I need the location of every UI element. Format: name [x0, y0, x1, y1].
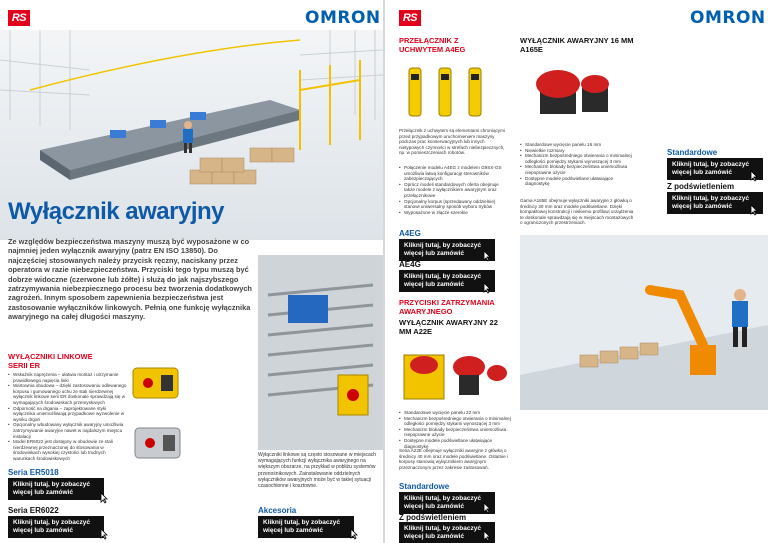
accessories-order-link[interactable]: Kliknij tutaj, by zobaczyć więcej lub zamówić — [258, 516, 354, 538]
a165e-bullet-list — [520, 142, 635, 187]
cursor-icon — [483, 282, 492, 294]
a4eg-label: A4EG — [399, 229, 421, 238]
a22e-bullet: • Dostępne modele podświetlane ułatwiające diagnostykę — [399, 438, 517, 449]
a165e-heading: WYŁĄCZNIK AWARYJNY 16 MM A165E — [520, 36, 634, 54]
rope-switch-caption: Wyłączniki linkowe są często stosowane w miejscach wymagających funkcji wyłącznika awaryjnego na większym obszarze, na przykład w pobliżu systemów przenośnikowych. Zainstalowanie oddzielnych wyłączników awaryjnych może być w takiej sytuacji czasochłonne i kosztowne. — [258, 452, 377, 490]
a165e-description: Gama A165E obejmuje wyłączniki awaryjne z główką o średnicy 30 mm oraz modele podświetlane. Dzięki kompaktowej konstrukcji i niskiemu profilowi urządzenia te doskonale sprawdzają się w miejscach montażowych o ograniczonych przestrzeniach. — [520, 198, 634, 226]
cursor-icon — [483, 530, 492, 542]
left-page — [0, 0, 383, 543]
a4eg-bullet: • Oprócz modeli standardowych oferta obejmuje także modele z wyłącznikiem awaryjnym oraz przełącznikowe — [399, 182, 507, 199]
a22e-section-heading: PRZYCISKI ZATRZYMANIA AWARYJNEGO — [399, 298, 495, 316]
cursor-icon — [750, 204, 759, 216]
cursor-icon — [483, 502, 492, 514]
cursor-icon — [100, 528, 109, 540]
a4eg-order-link[interactable]: Kliknij tutaj, by zobaczyć więcej lub zamówić — [399, 239, 495, 261]
a22e-bullet: • Mechanizm blokady bezpieczeństwa uniemożliwia niepoprawne użycie — [399, 427, 517, 438]
a4eg-bullet: • Wyposażone w złącze szerokie — [399, 210, 507, 216]
er-bullet: • Wskaźnik naprężenia – ułatwia montaż i utrzymanie prawidłowego napięcia linki — [8, 372, 128, 383]
er-bullet: • Wartownia obudowa – dzięki zastosowaniu odlewanego korpusu i gumowanego uchu ze stali nierdzewnej wyłącznik linkowe serii ER doskonale sprawdzają się w wymagających środowiskach przemysłowych — [8, 383, 128, 405]
a165e-standard-label: Standardowe — [667, 148, 718, 157]
ae4g-label: AE4G — [399, 260, 421, 269]
a165e-bullet: • Standardowe wycięcie panelu 16 mm — [520, 142, 635, 148]
a22e-illuminated-label: Z podświetleniem — [399, 513, 467, 522]
a4eg-switch-image — [399, 62, 507, 120]
series-er5018-label: Seria ER5018 — [8, 468, 59, 477]
a165e-switch-image — [520, 62, 628, 120]
cursor-icon — [750, 170, 759, 182]
a165e-bullet: • Dostępne modele podświetlane ułatwiające diagnostykę — [520, 176, 635, 187]
omron-logo: OMRON — [690, 8, 766, 28]
a22e-illuminated-order-link[interactable]: Kliknij tutaj, by zobaczyć więcej lub zamówić — [399, 522, 495, 543]
intro-paragraph: Ze względów bezpieczeństwa maszyny muszą być wyposażone w co najmniej jeden wyłącznik awaryjny (patrz EN ISO 13850). Do najczęściej stosowanych należy przycisk ręczny, naciskany przez operatora w razie niebezpieczeństwa. Przyciski tego typu muszą być dobrze widoczne (czerwone lub żółte) i służą do jak najszybszego zatrzymywania niebezpiecznego procesu bez tworzenia dodatkowych zagrożeń. Innym sposobem zapewnienia bezpieczeństwa jest zastosowanie wyłączników linkowych. Pełnią one funkcję wyłącznika awaryjnego na całej długości maszyny. — [8, 237, 252, 322]
a22e-bullet: • Mechanizm bezpośredniego otwierania o minimalnej odległości pomiędzy stykami wynoszącej 3 mm — [399, 416, 517, 427]
er-bullet: • Odporność na drgania – zaprojektowane styki wyłącznika uniemożliwiają przypadkowe wyzwolenie w wyniku drgań — [8, 406, 128, 423]
a165e-bullet: • Mechanizm blokady bezpieczeństwa uniemożliwia niepoprawne użycie — [520, 164, 635, 175]
er-section-heading: WYŁĄCZNIKI LINKOWE SERII ER — [8, 352, 93, 370]
cursor-icon — [483, 250, 492, 262]
a165e-illuminated-label: Z podświetleniem — [667, 182, 735, 191]
conveyor-photo — [258, 255, 383, 450]
rs-logo: RS — [8, 10, 30, 26]
er5018-order-link[interactable]: Kliknij tutaj, by zobaczyć więcej lub zamówić — [8, 478, 104, 500]
a4eg-heading: PRZEŁĄCZNIK Z UCHWYTEM A4EG — [399, 36, 466, 54]
a22e-switch-image — [399, 345, 509, 405]
er6022-switch-image — [130, 420, 190, 470]
a22e-standard-label: Standardowe — [399, 482, 450, 491]
a22e-description: Seria A22E obejmuje wyłączniki awaryjne z główką o średnicy 40 mm oraz modele podświetlane. Ostatnie i korpusy stanowią wyłącznikiem awaryjnym przeznaczonym przez zakresie zastosowań. — [399, 448, 509, 470]
a4eg-bullet: • Opcjonalny korpus (sprzedawany oddzielnie) stanowi uniwersalny sposób wyboru trybów — [399, 199, 507, 210]
a4eg-intro: Przełącznik z uchwytem są elementami chroniącymi przed przypadkowym uruchomieniem maszyny podczas prac konserwacyjnych lub innych nietypowych czynności w strefach niebezpiecznych, np. w pomieszczeniach robotów. — [399, 128, 505, 156]
a165e-bullet: • Niewielkie rozmiary — [520, 148, 635, 154]
a22e-heading: WYŁĄCZNIK AWARYJNY 22 MM A22E — [399, 318, 498, 336]
a4eg-bullet-list — [399, 165, 507, 215]
a165e-bullet: • Mechanizm bezpośredniego otwierania o minimalnej odległości pomiędzy stykami wynoszącej 3 mm — [520, 153, 635, 164]
er-bullet: • Model ER6022 jest dostępny w obudowie ze stali nierdzewnej przeznaczonej do stosowania w środowiskach wysokiej czystości lub trudnych warunkach środowiskowych — [8, 439, 128, 461]
a4eg-bullet: • Połączenie modelu A4EG z modelem G9SX-GS umożliwia łatwą konfigurację sterowników zabezpieczających — [399, 165, 507, 182]
a165e-illuminated-order-link[interactable]: Kliknij tutaj, by zobaczyć więcej lub zamówić — [667, 192, 763, 214]
accessories-label: Akcesoria — [258, 506, 297, 515]
a22e-bullet: • Standardowe wycięcie panelu 22 mm — [399, 410, 517, 416]
a22e-bullet-list — [399, 410, 517, 449]
right-page — [385, 0, 768, 543]
er-bullet-list — [8, 372, 128, 462]
er6022-order-link[interactable]: Kliknij tutaj, by zobaczyć więcej lub zamówić — [8, 516, 104, 538]
er-bullet: • Opcjonalny wbudowany wyłącznik awaryjny umożliwia zatrzymywanie awaryjne nawet w najdalszym miejscu instalacji — [8, 422, 128, 439]
series-er6022-label: Seria ER6022 — [8, 506, 59, 515]
robot-factory-illustration — [520, 235, 768, 410]
a165e-standard-order-link[interactable]: Kliknij tutaj, by zobaczyć więcej lub zamówić — [667, 158, 763, 180]
ae4g-order-link[interactable]: Kliknij tutaj, by zobaczyć więcej lub zamówić — [399, 270, 495, 292]
er5018-switch-image — [128, 360, 188, 410]
cursor-icon — [100, 492, 109, 504]
hero-title: Wyłącznik awaryjny — [8, 198, 224, 225]
a22e-standard-order-link[interactable]: Kliknij tutaj, by zobaczyć więcej lub zamówić — [399, 492, 495, 514]
omron-logo: OMRON — [305, 8, 381, 28]
rs-logo: RS — [399, 10, 421, 26]
cursor-icon — [350, 528, 359, 540]
